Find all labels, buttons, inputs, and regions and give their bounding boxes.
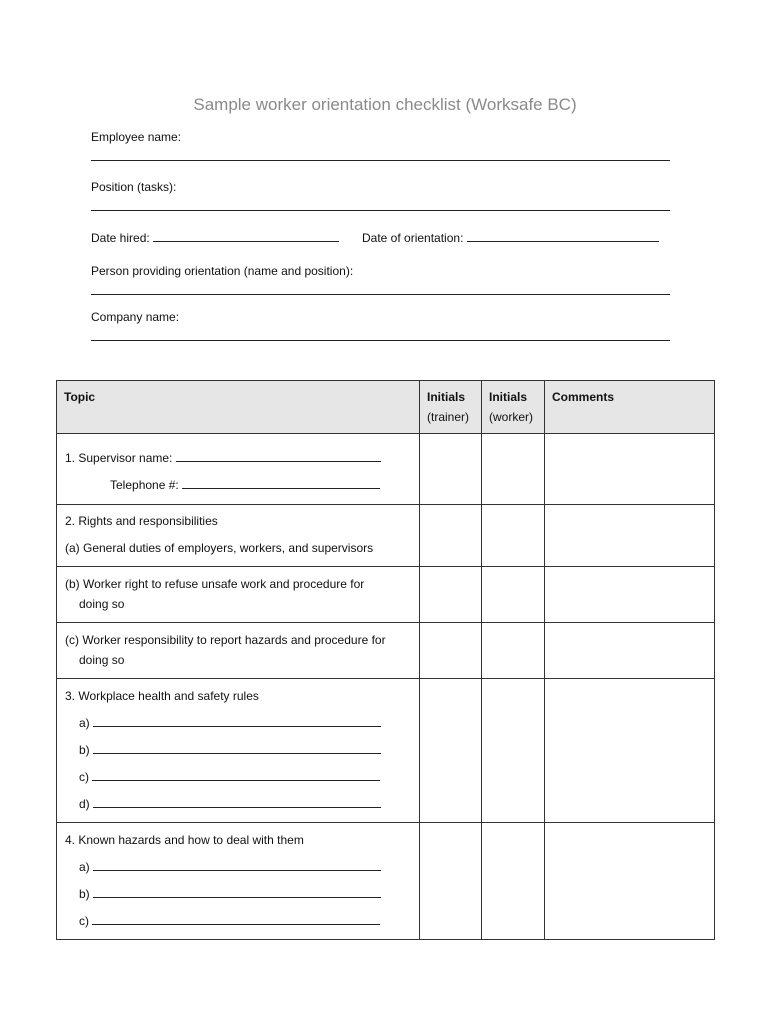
table-row-report [57, 623, 715, 679]
comments-cell[interactable] [545, 679, 715, 823]
position-line[interactable] [91, 210, 670, 211]
person-providing-label: Person providing orientation (name and position): [91, 264, 354, 278]
table-row-rules [57, 679, 715, 823]
comments-cell[interactable] [545, 434, 715, 505]
refuse-line-2: doing so [79, 597, 125, 611]
header-comments: Comments [545, 381, 715, 434]
date-hired-field [91, 231, 339, 245]
orientation-checklist-table [56, 380, 715, 940]
comments-cell[interactable] [545, 505, 715, 567]
initials-worker-cell[interactable] [482, 679, 545, 823]
hazards-line-c[interactable] [92, 914, 380, 925]
header-initials-worker: Initials (worker) [482, 381, 545, 434]
employee-name-line[interactable] [91, 160, 670, 161]
initials-worker-cell[interactable] [482, 623, 545, 679]
date-orientation-line[interactable] [467, 231, 659, 242]
rights-item-a: (a) General duties of employers, workers, and supervisors [65, 541, 374, 555]
initials-trainer-cell[interactable] [420, 567, 482, 623]
initials-trainer-cell[interactable] [420, 823, 482, 940]
initials-trainer-cell[interactable] [420, 434, 482, 505]
comments-cell[interactable] [545, 623, 715, 679]
initials-worker-cell[interactable] [482, 567, 545, 623]
supervisor-name-field: 1. Supervisor name: [65, 448, 411, 468]
hazards-item-b: b) [65, 884, 411, 904]
comments-cell[interactable] [545, 823, 715, 940]
rules-heading: 3. Workplace health and safety rules [65, 689, 259, 703]
telephone-line[interactable] [182, 478, 380, 489]
date-orientation-label: Date of orientation: [362, 231, 464, 245]
date-hired-line[interactable] [153, 231, 339, 242]
hazards-item-c: c) [65, 911, 411, 931]
report-line-1: (c) Worker responsibility to report hazards and procedure for [65, 633, 386, 647]
rules-line-a[interactable] [93, 716, 381, 727]
rules-line-c[interactable] [92, 770, 380, 781]
company-name-line[interactable] [91, 340, 670, 341]
initials-worker-cell[interactable] [482, 434, 545, 505]
comments-cell[interactable] [545, 567, 715, 623]
initials-trainer-cell[interactable] [420, 679, 482, 823]
initials-trainer-cell[interactable] [420, 505, 482, 567]
table-row-supervisor [57, 434, 715, 505]
table-row-refuse [57, 567, 715, 623]
person-providing-line[interactable] [91, 294, 670, 295]
page-title: Sample worker orientation checklist (Worksafe BC) [193, 95, 577, 114]
employee-name-label: Employee name: [91, 130, 182, 144]
rules-item-d: d) [65, 794, 411, 814]
date-orientation-field [362, 231, 659, 245]
rules-item-a: a) [65, 713, 411, 733]
table-row-rights [57, 505, 715, 567]
rules-item-b: b) [65, 740, 411, 760]
table-row-hazards [57, 823, 715, 940]
hazards-heading: 4. Known hazards and how to deal with them [65, 833, 304, 847]
company-name-label: Company name: [91, 310, 180, 324]
telephone-field: Telephone #: [65, 475, 411, 495]
initials-trainer-cell[interactable] [420, 623, 482, 679]
date-hired-label: Date hired: [91, 231, 150, 245]
initials-worker-cell[interactable] [482, 505, 545, 567]
rights-heading: 2. Rights and responsibilities [65, 514, 218, 528]
table-header-row [57, 381, 715, 434]
initials-worker-cell[interactable] [482, 823, 545, 940]
hazards-line-b[interactable] [93, 887, 381, 898]
rules-line-b[interactable] [93, 743, 381, 754]
refuse-line-1: (b) Worker right to refuse unsafe work and procedure for [65, 577, 365, 591]
supervisor-name-line[interactable] [176, 451, 381, 462]
hazards-item-a: a) [65, 857, 411, 877]
report-line-2: doing so [79, 653, 125, 667]
position-label: Position (tasks): [91, 180, 177, 194]
header-initials-trainer: Initials (trainer) [420, 381, 482, 434]
hazards-line-a[interactable] [93, 860, 381, 871]
rules-item-c: c) [65, 767, 411, 787]
rules-line-d[interactable] [93, 797, 381, 808]
header-topic: Topic [57, 381, 420, 434]
